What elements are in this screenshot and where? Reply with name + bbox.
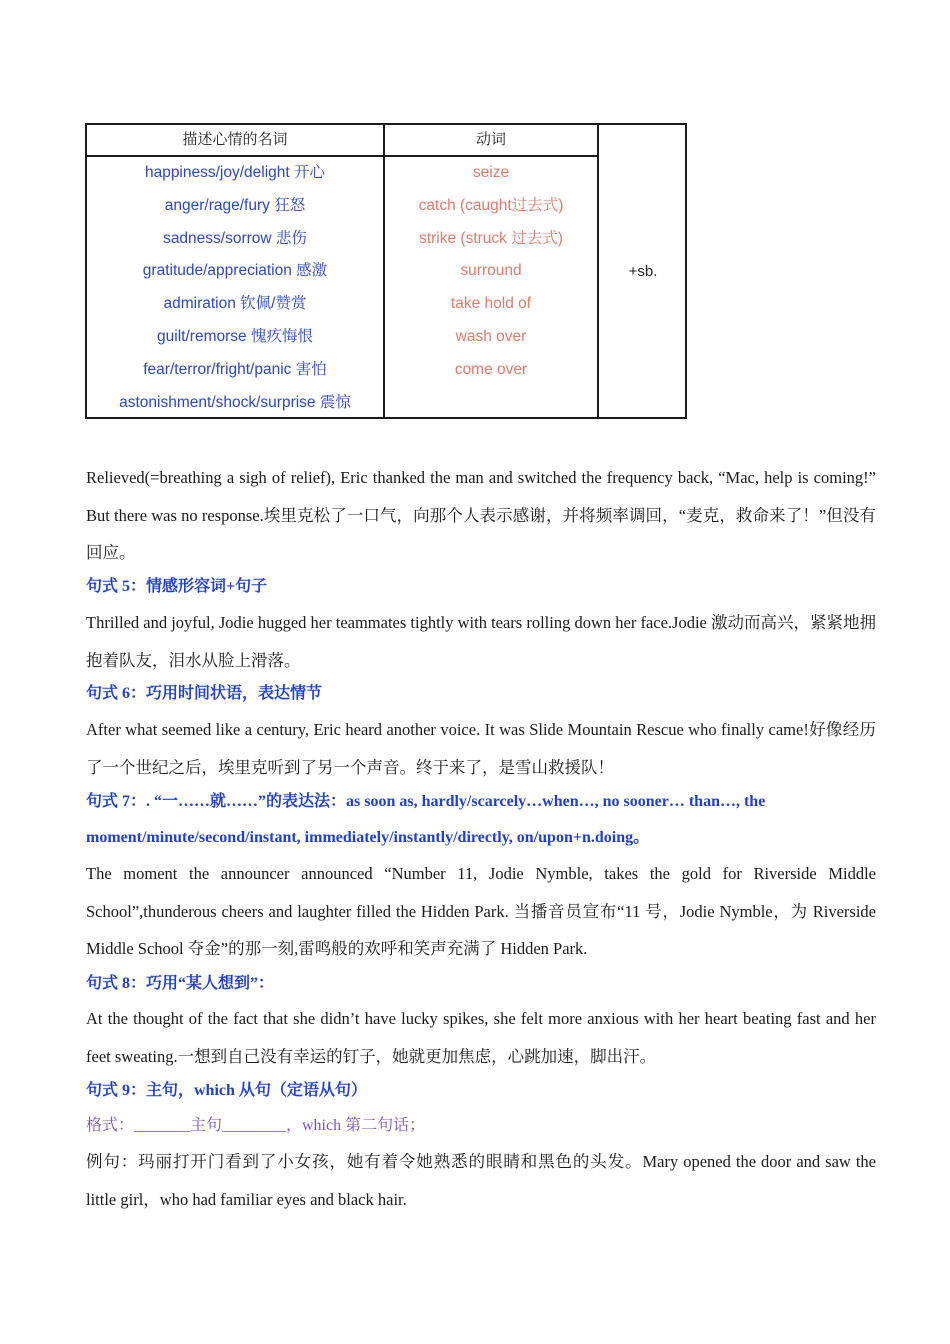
heading-pattern-8: 句式 8：巧用“某人想到”： <box>86 975 275 992</box>
format-pattern-9: 格式：_______主句________，which 第二句话； <box>86 1117 426 1134</box>
heading-pattern-6: 句式 6：巧用时间状语，表达情节 <box>86 685 323 702</box>
example-pattern-9: 例句：玛丽打开门看到了小女孩，她有着令她熟悉的眼睛和黑色的头发。Mary opened the door and saw the little girl，who had familiar eyes and black hair. <box>86 1152 876 1209</box>
verb-item: come over <box>454 360 528 378</box>
noun-item: gratitude/appreciation 感激 <box>142 262 328 280</box>
paragraph-pattern-8: At the thought of the fact that she didn’t have lucky spikes, she felt more anxious with her heart beating fast and her feet sweating.一想到自己没有幸运的钉子，她就更加焦虑，心跳加速，脚出汗。 <box>86 1009 876 1066</box>
noun-item: astonishment/shock/surprise 震惊 <box>119 393 351 411</box>
noun-item: admiration 钦佩/赞赏 <box>163 295 307 313</box>
noun-item: sadness/sorrow 悲伤 <box>163 229 307 247</box>
noun-item: fear/terror/fright/panic 害怕 <box>143 360 327 378</box>
noun-item: guilt/remorse 愧疚悔恨 <box>157 327 313 345</box>
paragraph-pattern-5: Thrilled and joyful, Jodie hugged her teammates tightly with tears rolling down her face.Jodie 激动而高兴，紧紧地拥抱着队友，泪水从脸上滑落。 <box>86 613 877 670</box>
heading-pattern-9: 句式 9：主句，which 从句（定语从句） <box>86 1082 367 1099</box>
paragraph-relieved: Relieved(=breathing a sigh of relief), Eric thanked the man and switched the frequency back, “Mac, help is coming!” But there was no response.埃里克松了一口气，向那个人表示感谢，并将频率调回，“麦克，救命来了！”但没有回应。 <box>86 468 876 562</box>
heading-pattern-7: 句式 7：. “一……就……”的表达法：as soon as, hardly/scarcely…when…, no sooner… than…, the moment/minute/second/instant, immediately/instantly/directly, on/upon+n.doing。 <box>86 793 766 846</box>
paragraph-pattern-6: After what seemed like a century, Eric heard another voice. It was Slide Mountain Rescue who finally came!好像经历了一个世纪之后，埃里克听到了另一个声音。终于来了，是雪山救援队！ <box>86 720 876 777</box>
verb-item: catch (caught过去式) <box>418 196 564 214</box>
verb-item: surround <box>460 262 522 280</box>
noun-list <box>87 157 383 419</box>
noun-item: anger/rage/fury 狂怒 <box>164 196 306 214</box>
verb-list <box>385 157 597 387</box>
heading-pattern-5: 句式 5：情感形容词+句子 <box>86 578 268 595</box>
verb-item: wash over <box>455 327 527 345</box>
header-verbs: 动词 <box>475 131 506 148</box>
header-nouns: 描述心情的名词 <box>182 131 288 148</box>
noun-item: happiness/joy/delight 开心 <box>144 164 326 181</box>
verb-item: seize <box>472 164 510 181</box>
verb-item: take hold of <box>450 295 532 313</box>
object-suffix: +sb. <box>628 262 658 280</box>
verb-item: strike (struck 过去式) <box>419 229 563 247</box>
mood-vocabulary-table <box>85 123 687 419</box>
paragraph-pattern-7: The moment the announcer announced “Number 11, Jodie Nymble, takes the gold for Riverside Middle School”,thunderous cheers and laughter filled the Hidden Park. 当播音员宣布“11 号，Jodie Nymble，为 Riverside Middle School 夺金”的那一刻,雷鸣般的欢呼和笑声充满了 Hidden Park. <box>86 864 876 958</box>
